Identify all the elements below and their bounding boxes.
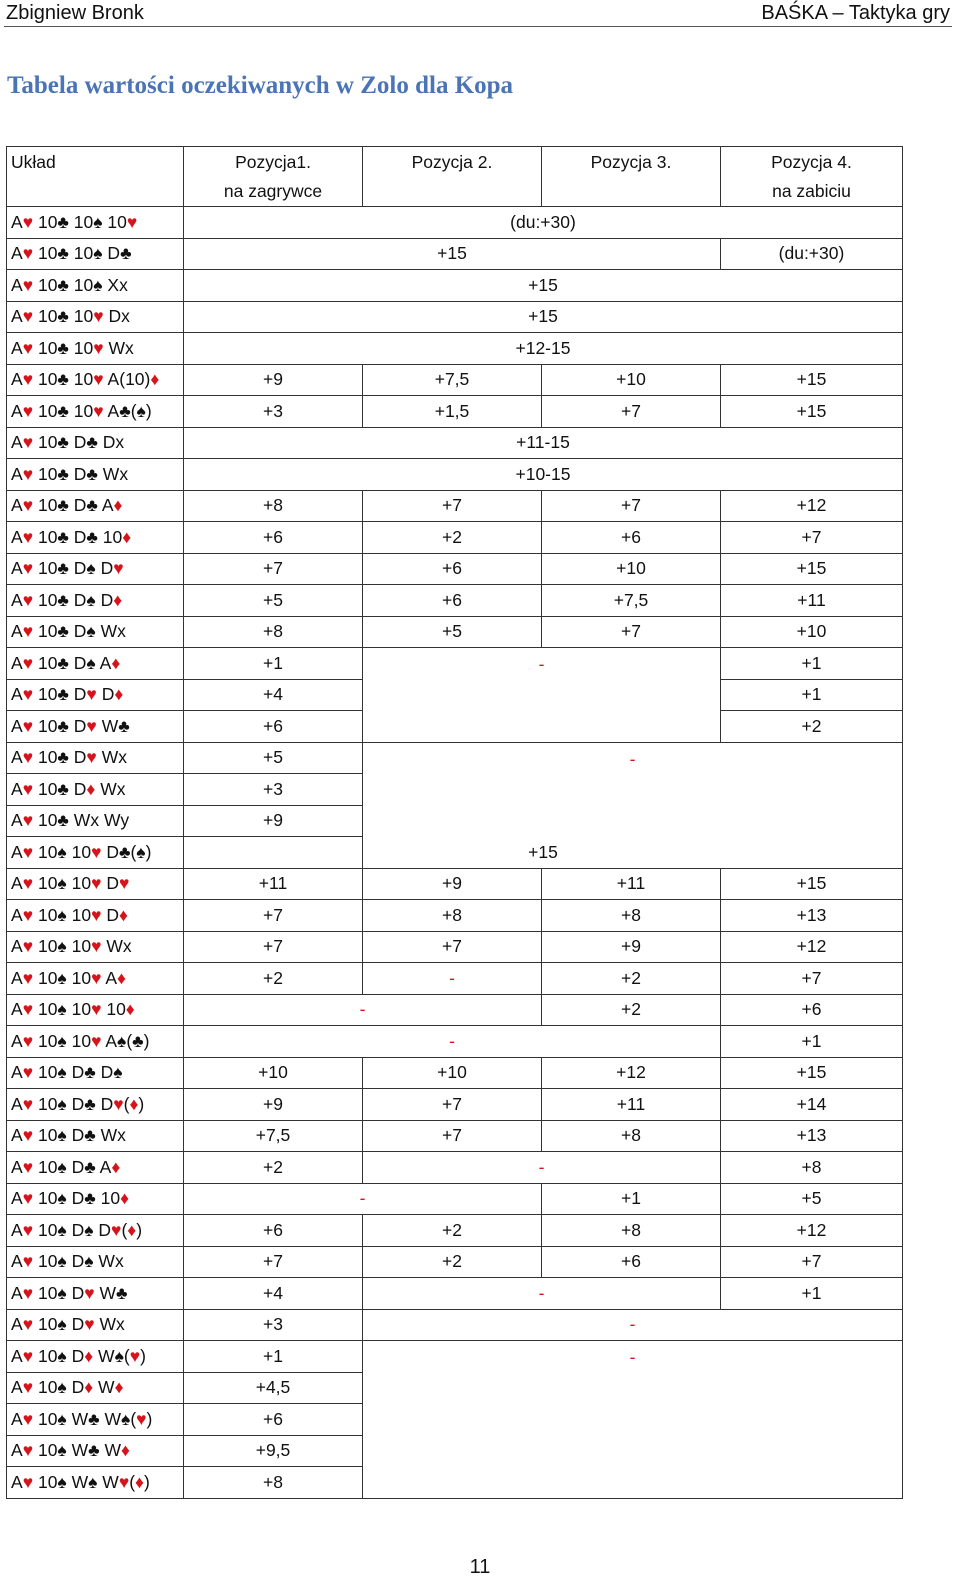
hand-cell: A♥ 10♠ W♣ W♠(♥): [7, 1404, 184, 1436]
value-cell: +10: [363, 1057, 542, 1089]
value-cell: +2: [363, 1215, 542, 1247]
value-cell: +8: [184, 490, 363, 522]
value-cell: +7: [542, 490, 721, 522]
value-cell: -: [184, 1026, 721, 1058]
hand-cell: A♥ 10♣ D♠ D♥: [7, 553, 184, 585]
value-cell: +7,5: [542, 585, 721, 617]
value-cell: +8: [542, 1120, 721, 1152]
value-cell: +4,5: [184, 1372, 363, 1404]
table-row: [7, 1341, 903, 1373]
hand-cell: A♥ 10♠ W♠ W♥(♦): [7, 1467, 184, 1499]
value-cell: +13: [721, 1120, 903, 1152]
value-cell: +8: [542, 900, 721, 932]
table-row: [7, 490, 903, 522]
hand-cell: A♥ 10♣ 10♠ 10♥: [7, 207, 184, 239]
value-cell: +3: [184, 1309, 363, 1341]
value-cell: +7: [542, 616, 721, 648]
value-cell: +10-15: [184, 459, 903, 491]
value-cell: +12-15: [184, 333, 903, 365]
value-cell: +6: [363, 553, 542, 585]
table-row: [7, 459, 903, 491]
value-cell: (du:+30): [721, 238, 903, 270]
value-cell: +9,5: [184, 1435, 363, 1467]
header-author: Zbigniew Bronk: [6, 2, 144, 24]
header-position-1: Pozycja1. na zagrywce: [184, 147, 363, 207]
hand-cell: A♥ 10♠ D♥ W♣: [7, 1278, 184, 1310]
hand-cell: A♥ 10♣ D♠ Wx: [7, 616, 184, 648]
hand-cell: A♥ 10♣ 10♠ D♣: [7, 238, 184, 270]
value-cell: +7,5: [184, 1120, 363, 1152]
value-cell: +1: [184, 648, 363, 680]
hand-cell: A♥ 10♠ D♣ Wx: [7, 1120, 184, 1152]
value-cell: +7: [363, 490, 542, 522]
value-cell: +2: [542, 994, 721, 1026]
hand-cell: A♥ 10♠ W♣ W♦: [7, 1435, 184, 1467]
value-cell: +13: [721, 900, 903, 932]
table-row: [7, 207, 903, 239]
table-row: [7, 585, 903, 617]
value-cell: +6: [184, 1215, 363, 1247]
value-cell: +15: [721, 1057, 903, 1089]
value-cell: +6: [721, 994, 903, 1026]
value-cell: -: [363, 648, 721, 743]
value-cell: +5: [363, 616, 542, 648]
header-position-3: Pozycja 3.: [542, 147, 721, 207]
hand-cell: A♥ 10♠ 10♥ D♣(♠): [7, 837, 184, 869]
value-cell: +12: [542, 1057, 721, 1089]
table-row: [7, 1152, 903, 1184]
table-row: [7, 616, 903, 648]
value-cell: +9: [542, 931, 721, 963]
table-row: [7, 364, 903, 396]
value-cell: +10: [721, 616, 903, 648]
value-cell: +14: [721, 1089, 903, 1121]
value-cell: +7: [363, 1089, 542, 1121]
table-row: [7, 1089, 903, 1121]
hand-cell: A♥ 10♠ 10♥ D♦: [7, 900, 184, 932]
value-cell: +15: [721, 868, 903, 900]
value-cell: +3: [184, 396, 363, 428]
value-cell: +6: [542, 522, 721, 554]
hand-cell: A♥ 10♣ D♦ Wx: [7, 774, 184, 806]
header-uklad: Układ: [7, 147, 184, 207]
header-book-title: BAŚKA – Taktyka gry: [761, 2, 950, 24]
value-cell: +7: [184, 900, 363, 932]
table-row: [7, 1309, 903, 1341]
value-cell: +2: [184, 1152, 363, 1184]
value-cell: +15: [184, 837, 903, 869]
table-row: [7, 931, 903, 963]
value-cell: +7: [721, 963, 903, 995]
value-cell: +11: [542, 868, 721, 900]
table-row: [7, 648, 903, 680]
hand-cell: A♥ 10♣ 10♥ Dx: [7, 301, 184, 333]
value-cell: +12: [721, 1215, 903, 1247]
value-cell: (du:+30): [184, 207, 903, 239]
value-cell: +5: [184, 742, 363, 774]
hand-cell: A♥ 10♣ 10♥ A(10)♦: [7, 364, 184, 396]
hand-cell: A♥ 10♠ D♣ 10♦: [7, 1183, 184, 1215]
table-row: [7, 1026, 903, 1058]
hand-cell: A♥ 10♠ 10♥ D♥: [7, 868, 184, 900]
value-cell: +3: [184, 774, 363, 806]
value-cell: +10: [542, 364, 721, 396]
hand-cell: A♥ 10♠ D♠ D♥(♦): [7, 1215, 184, 1247]
value-cell: -: [363, 742, 903, 868]
table-row: [7, 333, 903, 365]
value-cell: +8: [184, 1467, 363, 1499]
value-cell: +1: [721, 679, 903, 711]
value-cell: +15: [184, 301, 903, 333]
hand-cell: A♥ 10♠ 10♥ A♦: [7, 963, 184, 995]
value-cell: +4: [184, 1278, 363, 1310]
table-row: [7, 522, 903, 554]
hand-cell: A♥ 10♣ 10♥ A♣(♠): [7, 396, 184, 428]
value-cell: +2: [363, 522, 542, 554]
value-cell: +11: [542, 1089, 721, 1121]
value-cell: +1: [184, 1341, 363, 1373]
hand-cell: A♥ 10♠ 10♥ Wx: [7, 931, 184, 963]
table-row: [7, 1278, 903, 1310]
value-cell: +9: [184, 805, 363, 837]
value-cell: +1: [721, 648, 903, 680]
table-row: [7, 1183, 903, 1215]
value-cell: +5: [184, 585, 363, 617]
table-header-row: [7, 147, 903, 207]
hand-cell: A♥ 10♠ 10♥ 10♦: [7, 994, 184, 1026]
hand-cell: A♥ 10♣ D♣ A♦: [7, 490, 184, 522]
value-cell: +8: [184, 616, 363, 648]
value-cell: +7: [363, 1120, 542, 1152]
value-cell: +1,5: [363, 396, 542, 428]
table-row: [7, 301, 903, 333]
value-cell: +15: [184, 270, 903, 302]
expected-values-table: [6, 146, 903, 1499]
value-cell: +7: [363, 931, 542, 963]
table-row: [7, 742, 903, 774]
table-row: [7, 396, 903, 428]
hand-cell: A♥ 10♠ D♥ Wx: [7, 1309, 184, 1341]
hand-cell: A♥ 10♠ D♦ W♠(♥): [7, 1341, 184, 1373]
value-cell: +7,5: [363, 364, 542, 396]
value-cell: +1: [721, 1026, 903, 1058]
value-cell: +2: [542, 963, 721, 995]
hand-cell: A♥ 10♣ 10♠ Xx: [7, 270, 184, 302]
value-cell: +11: [721, 585, 903, 617]
value-cell: +7: [184, 1246, 363, 1278]
value-cell: +7: [184, 931, 363, 963]
value-cell: -: [363, 1309, 903, 1341]
hand-cell: A♥ 10♣ D♠ D♦: [7, 585, 184, 617]
value-cell: +7: [542, 396, 721, 428]
value-cell: -: [363, 1278, 721, 1310]
value-cell: +5: [721, 1183, 903, 1215]
header-position-4: Pozycja 4. na zabiciu: [721, 147, 903, 207]
value-cell: +1: [542, 1183, 721, 1215]
value-cell: +11-15: [184, 427, 903, 459]
value-cell: +6: [363, 585, 542, 617]
value-cell: +15: [721, 364, 903, 396]
table-row: [7, 963, 903, 995]
hand-cell: A♥ 10♠ D♦ W♦: [7, 1372, 184, 1404]
hand-cell: A♥ 10♣ D♥ Wx: [7, 742, 184, 774]
value-cell: +4: [184, 679, 363, 711]
value-cell: +9: [363, 868, 542, 900]
table-row: [7, 1246, 903, 1278]
value-cell: -: [184, 1183, 542, 1215]
table-row: [7, 837, 903, 869]
value-cell: +9: [184, 364, 363, 396]
table-row: [7, 868, 903, 900]
value-cell: +15: [721, 553, 903, 585]
hand-cell: A♥ 10♠ D♣ A♦: [7, 1152, 184, 1184]
value-cell: +2: [363, 1246, 542, 1278]
value-cell: +8: [721, 1152, 903, 1184]
value-cell: +7: [721, 1246, 903, 1278]
value-cell: +6: [184, 711, 363, 743]
value-cell: +6: [184, 522, 363, 554]
hand-cell: A♥ 10♣ D♥ W♣: [7, 711, 184, 743]
value-cell: +8: [542, 1215, 721, 1247]
hand-cell: A♥ 10♣ D♥ D♦: [7, 679, 184, 711]
page-number: 11: [469, 1556, 491, 1578]
value-cell: +7: [184, 553, 363, 585]
value-cell: +12: [721, 931, 903, 963]
hand-cell: A♥ 10♠ D♣ D♠: [7, 1057, 184, 1089]
value-cell: -: [363, 1341, 903, 1499]
value-cell: +6: [184, 1404, 363, 1436]
table-row: [7, 553, 903, 585]
hand-cell: A♥ 10♣ D♣ Dx: [7, 427, 184, 459]
value-cell: +10: [542, 553, 721, 585]
table-row: [7, 1215, 903, 1247]
value-cell: +6: [542, 1246, 721, 1278]
value-cell: +1: [721, 1278, 903, 1310]
hand-cell: A♥ 10♣ D♣ 10♦: [7, 522, 184, 554]
value-cell: +7: [721, 522, 903, 554]
hand-cell: A♥ 10♣ D♣ Wx: [7, 459, 184, 491]
table-row: [7, 1057, 903, 1089]
value-cell: -: [363, 963, 542, 995]
page-header: [4, 0, 952, 27]
value-cell: +8: [363, 900, 542, 932]
value-cell: +11: [184, 868, 363, 900]
hand-cell: A♥ 10♠ D♣ D♥(♦): [7, 1089, 184, 1121]
header-position-2: Pozycja 2.: [363, 147, 542, 207]
value-cell: +10: [184, 1057, 363, 1089]
table-row: [7, 427, 903, 459]
value-cell: +2: [721, 711, 903, 743]
page-title: Tabela wartości oczekiwanych w Zolo dla Kopa: [7, 72, 514, 99]
value-cell: -: [363, 1152, 721, 1184]
table-row: [7, 270, 903, 302]
table-row: [7, 1120, 903, 1152]
hand-cell: A♥ 10♠ D♠ Wx: [7, 1246, 184, 1278]
value-cell: -: [184, 994, 542, 1026]
hand-cell: A♥ 10♣ D♠ A♦: [7, 648, 184, 680]
hand-cell: A♥ 10♣ 10♥ Wx: [7, 333, 184, 365]
value-cell: +2: [184, 963, 363, 995]
table-row: [7, 994, 903, 1026]
value-cell: +15: [184, 238, 721, 270]
hand-cell: A♥ 10♠ 10♥ A♠(♣): [7, 1026, 184, 1058]
table-row: [7, 900, 903, 932]
value-cell: +9: [184, 1089, 363, 1121]
hand-cell: A♥ 10♣ Wx Wy: [7, 805, 184, 837]
value-cell: +12: [721, 490, 903, 522]
value-cell: +15: [721, 396, 903, 428]
table-row: [7, 238, 903, 270]
